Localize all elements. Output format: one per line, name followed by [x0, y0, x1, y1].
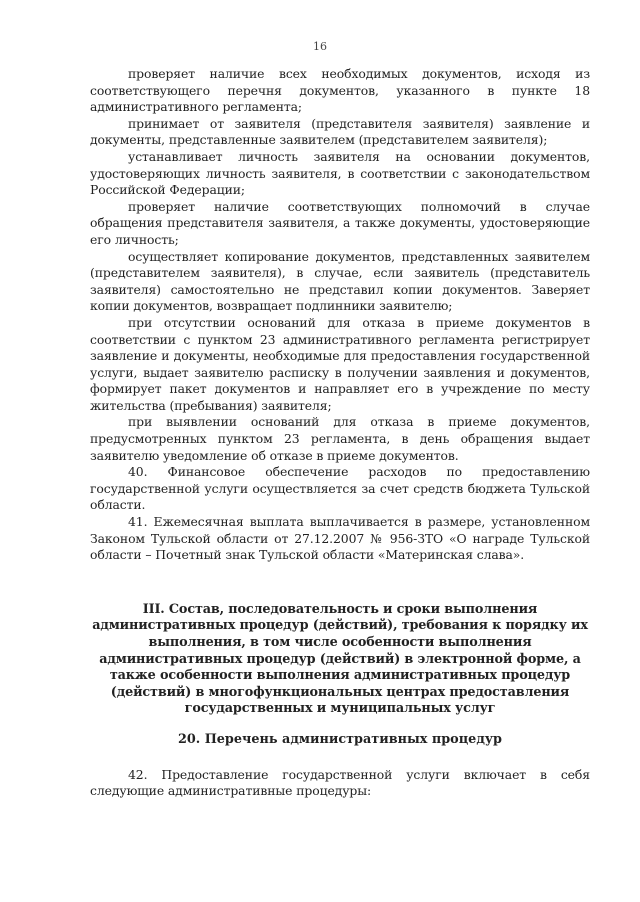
paragraph-check-documents: проверяет наличие всех необходимых документов, исходя из соответствующего перечня документов, указанного в пункте 18 административного регламента; — [90, 66, 590, 115]
page-number: 16 — [313, 40, 327, 53]
paragraph-register-application: при отсутствии оснований для отказа в приеме документов в соответствии с пунктом 23 административного регламента регистрирует заявление и документы, необходимые для предоставления государственной услуги, выдает заявителю расписку в получении заявления и документов, формирует пакет документов и направляет его в учреждение по месту жительства (пребывания) заявителя; — [90, 314, 590, 413]
paragraph-refusal-notice: при выявлении оснований для отказа в приеме документов, предусмотренных пунктом 23 регламента, в день обращения выдает заявителю уведомление об отказе в приеме документов. — [90, 414, 590, 463]
paragraph-item-40: 40. Финансовое обеспечение расходов по предоставлению государственной услуги осуществляется за счет средств бюджета Тульской области. — [90, 464, 590, 513]
paragraph-identify-applicant: устанавливает личность заявителя на основании документов, удостоверяющих личность заявителя, в соответствии с законодательством Российской Федерации; — [90, 148, 590, 198]
section-heading: III. Состав, последовательность и сроки выполнения административных процедур (действий), требования к порядку их выполнения, в том числе особенности выполнения административных процедур (действий) в электронной форме, а также особенности выполнения административных процедур (действий) в многофункциональных центрах предоставления государственных и муниципальных услуг — [92, 601, 588, 717]
paragraph-item-42: 42. Предоставление государственной услуги включает в себя следующие административные процедуры: — [90, 766, 590, 799]
document-body — [90, 66, 590, 800]
subsection-heading: 20. Перечень административных процедур — [177, 731, 502, 747]
paragraph-copy-documents: осуществляет копирование документов, представленных заявителем (представителем заявителя), в случае, если заявитель (представитель заявителя) самостоятельно не представил копии документов. Заверяет копии документов, возвращает подлинники заявителю; — [90, 248, 590, 314]
paragraph-item-41: 41. Ежемесячная выплата выплачивается в размере, установленном Законом Тульской области от 27.12.2007 № 956-ЗТО «О награде Тульской области – Почетный знак Тульской области «Материнская слава». — [90, 514, 590, 563]
paragraph-accept-application: принимает от заявителя (представителя заявителя) заявление и документы, представленные заявителем (представителем заявителя); — [90, 115, 590, 148]
paragraph-check-authority: проверяет наличие соответствующих полномочий в случае обращения представителя заявителя, а также документы, удостоверяющие его личность; — [90, 198, 590, 247]
